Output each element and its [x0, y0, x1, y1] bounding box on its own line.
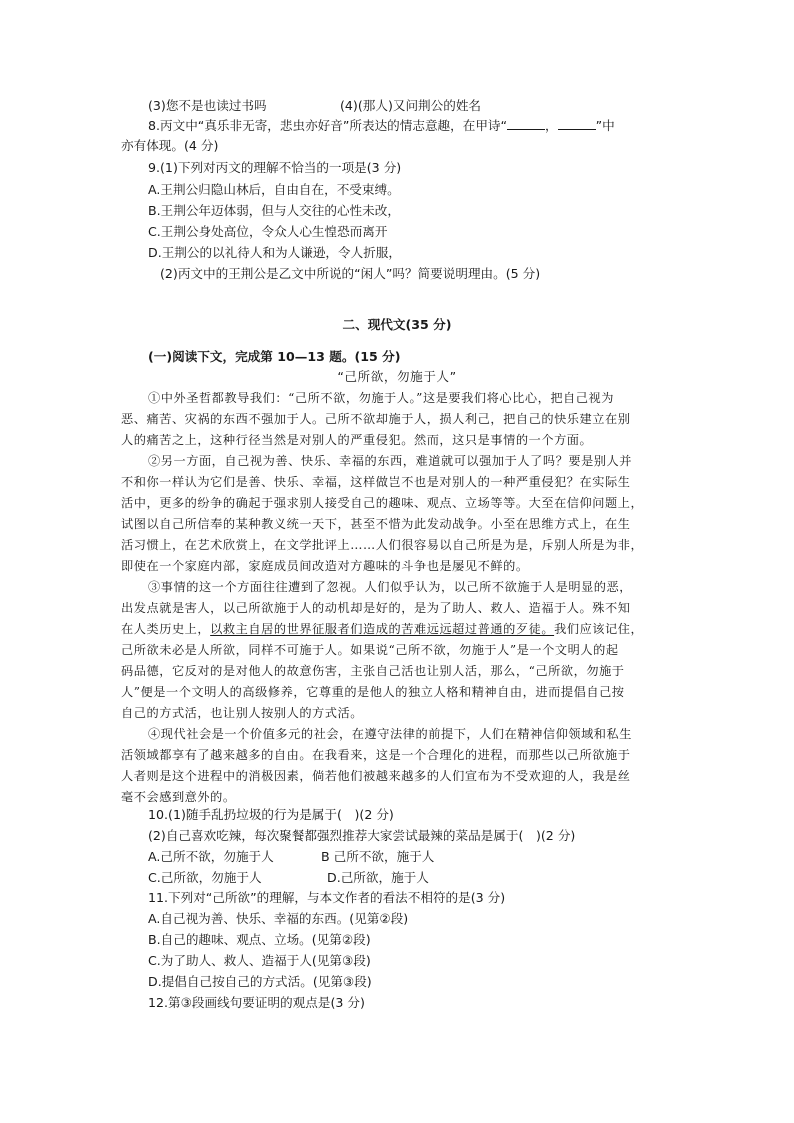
article-line: ③事情的这一个方面往往遭到了忽视。人们似乎认为，以己所不欲施于人是明显的恶，	[148, 580, 633, 594]
q11-option-d: D.提倡自己按自己的方式活。(见第③段)	[148, 974, 372, 989]
q8-text-a: 8.丙文中“真乐非无寄，悲虫亦好音”所表达的情志意趣，在甲诗“	[148, 118, 508, 133]
article-line: 恶、痛苦、灾祸的东西不强加于人。己所不欲却施于人，损人利己，把自己的快乐建立在别	[121, 412, 631, 426]
article-title: “己所欲，勿施于人”	[337, 369, 457, 384]
article-text: 我们应该记住，	[554, 622, 644, 636]
q8-comma: ，	[545, 118, 558, 133]
q7-item-4: (4)(那人)又问荆公的姓名	[340, 98, 482, 113]
answer-blank-1[interactable]	[507, 117, 545, 130]
article-line: 即使在一个家庭内部，家庭成员间改造对方趣味的斗争也是屡见不鲜的。	[121, 559, 529, 573]
article-line: 码品德，它反对的是对他人的故意伤害，主张自己活也让别人活，那么，“己所欲，勿施于	[121, 664, 625, 678]
underlined-sentence: 以救主自居的世界征服者们造成的苦难远远超过普通的歹徒。	[210, 622, 555, 636]
article-line: 活中，更多的纷争的确起于强求别人接受自己的趣味、观点、立场等等。大至在信仰问题上，	[121, 496, 644, 510]
article-line: 人的痛苦之上，这种行径当然是对别人的严重侵犯。然而，这只是事情的一个方面。	[121, 433, 593, 447]
q11-stem: 11.下列对“己所欲”的理解，与本文作者的看法不相符的是(3 分)	[148, 890, 506, 905]
q9-option-a: A.王荆公归隐山林后，自由自在，不受束缚。	[148, 182, 400, 197]
article-line: 人”便是一个文明人的高级修养，它尊重的是他人的独立人格和精神自由，进而提倡自己按	[121, 685, 625, 699]
q7-item-3: (3)您不是也读过书吗	[148, 98, 267, 113]
q10-option-a: A.己所不欲，勿施于人	[148, 849, 274, 864]
article-line: ①中外圣哲都教导我们：“己所不欲，勿施于人。”这是要我们将心比心，把自己视为	[148, 391, 615, 405]
article-line: ④现代社会是一个价值多元的社会，在遵守法律的前提下，人们在精神信仰领域和私生	[148, 727, 633, 741]
article-line	[121, 620, 643, 638]
q9-option-d: D.王荆公的以礼待人和为人谦逊，令人折服，	[148, 245, 401, 260]
q9-stem: 9.(1)下列对丙文的理解不恰当的一项是(3 分)	[148, 160, 402, 175]
reading-instruction: (一)阅读下文，完成第 10—13 题。(15 分)	[148, 349, 401, 364]
q10-part-2: (2)自己喜欢吃辣，每次聚餐都强烈推荐大家尝试最辣的菜品是属于( )(2 分)	[148, 828, 576, 843]
q9-part-2: (2)丙文中的王荆公是乙文中所说的“闲人”吗？简要说明理由。(5 分)	[160, 266, 541, 281]
article-line: 自己的方式活，也让别人按别人的方式活。	[121, 706, 364, 720]
answer-blank-2[interactable]	[558, 117, 596, 130]
q12-stem: 12.第③段画线句要证明的观点是(3 分)	[148, 995, 365, 1010]
q8-continuation: 亦有体现。(4 分)	[121, 138, 219, 153]
q10-option-d: D.己所欲，施于人	[327, 870, 429, 885]
q11-option-b: B.自己的趣味、观点、立场。(见第②段)	[148, 932, 371, 947]
article-line: 人者则是这个进程中的消极因素，倘若他们被越来越多的人们宣布为不受欢迎的人，我是丝	[121, 769, 631, 783]
q10-part-1: 10.(1)随手乱扔垃圾的行为是属于( )(2 分)	[148, 807, 394, 822]
article-line: 活习惯上，在艺术欣赏上，在文学批评上……人们很容易以自己所是为是，斥别人所是为非，	[121, 538, 644, 552]
article-line: 出发点就是害人，以己所欲施于人的动机却是好的，是为了助人、救人、造福于人。殊不知	[121, 601, 631, 615]
q11-option-a: A.自己视为善、快乐、幸福的东西。(见第②段)	[148, 911, 409, 926]
q8-stem	[148, 117, 615, 135]
q9-option-c: C.王荆公身处高位，令众人心生惶恐而离开	[148, 224, 388, 239]
q10-option-c: C.己所欲，勿施于人	[148, 870, 262, 885]
article-line: 活领域都享有了越来越多的自由。在我看来，这是一个合理化的进程，而那些以己所欲施于	[121, 748, 631, 762]
q10-option-b: B 己所不欲，施于人	[321, 849, 435, 864]
article-line: 己所欲未必是人所欲，同样不可施于人。如果说“己所不欲，勿施于人”是一个文明人的起	[121, 643, 619, 657]
q9-option-b: B.王荆公年迈体弱，但与人交往的心性未改，	[148, 203, 400, 218]
article-line: 不和你一样认为它们是善、快乐、幸福，这样做岂不也是对别人的一种严重侵犯？在实际生	[121, 475, 631, 489]
article-line: 试图以自己所信奉的某种教义统一天下，甚至不惜为此发动战争。小至在思维方式上，在生	[121, 517, 631, 531]
article-text: 在人类历史上，	[121, 622, 211, 636]
q11-option-c: C.为了助人、救人、造福于人(见第③段)	[148, 953, 371, 968]
article-line: 毫不会感到意外的。	[121, 790, 236, 804]
section-title: 二、现代文(35 分)	[342, 317, 452, 332]
q8-text-b: ”中	[595, 118, 615, 133]
article-line: ②另一方面，自己视为善、快乐、幸福的东西，难道就可以强加于人了吗？要是别人并	[148, 454, 633, 468]
